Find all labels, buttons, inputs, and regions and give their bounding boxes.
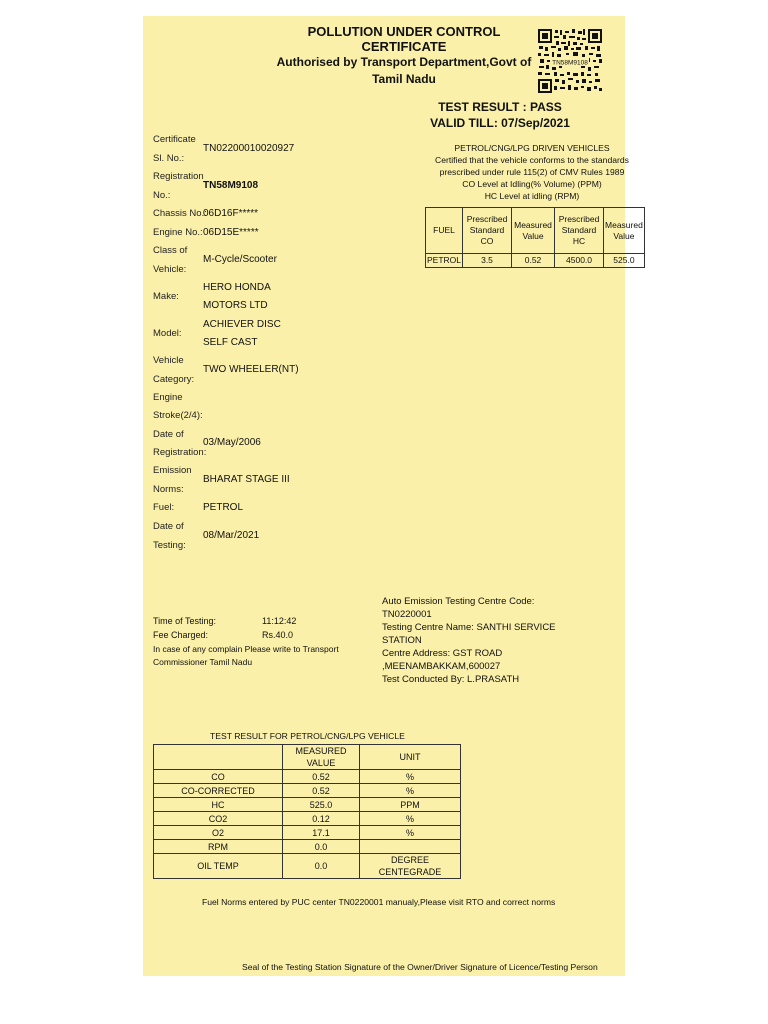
valid-till: VALID TILL: 07/Sep/2021 <box>430 116 570 130</box>
stroke-label-2: Stroke(2/4): <box>153 410 203 421</box>
certificate-title: POLLUTION UNDER CONTROL CERTIFICATE <box>307 24 501 54</box>
testing-date: 08/Mar/2021 <box>203 530 260 541</box>
fuel-header: FUEL <box>426 208 463 254</box>
table-row <box>154 798 461 812</box>
parameter-name: CO-CORRECTED <box>154 784 283 798</box>
parameter-value: 0.0 <box>283 840 360 854</box>
fuel-label: Fuel: <box>153 502 175 513</box>
time-value: 11:12:42 <box>262 616 297 626</box>
table-row <box>154 770 461 784</box>
chassis-label: Chassis No.: <box>153 208 207 219</box>
prescribed-hc-header-line-1: Prescribed <box>558 214 600 224</box>
certificate-label-1: Certificate <box>153 134 196 145</box>
prescribed-hc-cell: 4500.0 <box>555 254 604 268</box>
vehicle-class: M-Cycle/Scooter <box>203 254 277 265</box>
standards-note <box>420 142 644 202</box>
registration-label-1: Registration <box>153 171 204 182</box>
registration-date: 03/May/2006 <box>203 437 261 448</box>
measured-co-header-line-2: Value <box>522 230 544 241</box>
parameter-value: 0.0 <box>283 854 360 879</box>
parameter-unit: % <box>360 826 461 840</box>
parameter-name: CO2 <box>154 812 283 826</box>
regdate-label-1: Date of <box>153 429 184 440</box>
standards-note-line-5: HC Level at idling (RPM) <box>484 191 580 201</box>
fuel-norms-note: Fuel Norms entered by PUC center TN0220001 manualy,Please visit RTO and correct norms <box>202 897 556 907</box>
measured-co-header <box>512 208 555 254</box>
test-result-block <box>400 99 600 131</box>
standards-table-row <box>426 254 645 268</box>
parameter-name: CO <box>154 770 283 784</box>
registration-label-2: No.: <box>153 190 171 201</box>
parameter-value: 0.52 <box>283 770 360 784</box>
centre-line-5: Centre Address: GST ROAD <box>382 648 503 659</box>
centre-line-1: Auto Emission Testing Centre Code: <box>382 596 535 607</box>
emission-label-2: Norms: <box>153 484 184 495</box>
parameter-unit <box>360 840 461 854</box>
prescribed-co-cell: 3.5 <box>463 254 512 268</box>
model-value-1: ACHIEVER DISC <box>203 319 281 330</box>
centre-line-2: TN0220001 <box>382 609 432 620</box>
class-label-2: Vehicle: <box>153 264 187 275</box>
engine-number: 06D15E***** <box>203 227 259 238</box>
class-label-1: Class of <box>153 245 188 256</box>
complaint-line-2: Commissioner Tamil Nadu <box>153 657 253 667</box>
model-value-2: SELF CAST <box>203 337 258 348</box>
category-label-2: Category: <box>153 374 195 385</box>
certificate-label-2: Sl. No.: <box>153 153 185 164</box>
testdate-label-1: Date of <box>153 521 184 532</box>
engine-label: Engine No.: <box>153 227 203 238</box>
make-value-1: HERO HONDA <box>203 282 271 293</box>
make-label: Make: <box>153 291 179 302</box>
centre-line-4: STATION <box>382 635 422 646</box>
regdate-label-2: Registration: <box>153 447 207 458</box>
testing-centre-info <box>382 595 622 686</box>
parameter-unit: % <box>360 812 461 826</box>
prescribed-co-header-line-2: Standard <box>469 225 505 235</box>
centre-line-3: Testing Centre Name: SANTHI SERVICE <box>382 622 556 633</box>
parameter-name: O2 <box>154 826 283 840</box>
vehicle-category: TWO WHEELER(NT) <box>203 364 299 375</box>
complaint-note <box>153 643 373 669</box>
table-row <box>154 840 461 854</box>
measured-hc-cell: 525.0 <box>604 254 645 268</box>
standards-note-line-3: prescribed under rule 115(2) of CMV Rules 1989 <box>439 167 625 177</box>
measured-co-cell: 0.52 <box>512 254 555 268</box>
measured-hc-header <box>604 208 645 254</box>
stroke-label-1: Engine <box>153 392 183 403</box>
standards-note-line-1: PETROL/CNG/LPG DRIVEN VEHICLES <box>454 143 610 153</box>
signature-line: Seal of the Testing Station Signature of the Owner/Driver Signature of Licence/Testing Person <box>242 962 598 972</box>
authority-line-2: Tamil Nadu <box>372 72 436 86</box>
prescribed-hc-header-line-2: Standard <box>561 225 597 235</box>
parameter-name: OIL TEMP <box>154 854 283 879</box>
emission-norms: BHARAT STAGE III <box>203 474 290 485</box>
prescribed-co-header-line-3: CO <box>480 236 494 246</box>
table-row <box>154 826 461 840</box>
measured-hc-header-line-1: Measured <box>605 219 643 230</box>
standards-table-header <box>426 208 645 254</box>
emission-label-1: Emission <box>153 465 192 476</box>
prescribed-co-header-line-1: Prescribed <box>466 214 508 224</box>
standards-note-line-2: Certified that the vehicle conforms to the standards <box>435 155 629 165</box>
parameter-value: 0.52 <box>283 784 360 798</box>
chassis-number: 06D16F***** <box>203 208 259 219</box>
measured-co-header-line-1: Measured <box>514 219 552 230</box>
parameter-value: 0.12 <box>283 812 360 826</box>
complaint-line-1: In case of any complain Please write to Transport <box>153 644 339 654</box>
table-row <box>154 854 461 879</box>
parameter-unit: % <box>360 770 461 784</box>
measured-value-header: MEASURED VALUE <box>283 745 360 770</box>
category-label-1: Vehicle <box>153 355 184 366</box>
results-table-title: TEST RESULT FOR PETROL/CNG/LPG VEHICLE <box>210 731 405 741</box>
parameter-unit: % <box>360 784 461 798</box>
prescribed-co-header <box>463 208 512 254</box>
qr-label: TN58M9108 <box>552 59 588 67</box>
model-label: Model: <box>153 328 182 339</box>
certificate-number: TN02200010020927 <box>203 143 295 154</box>
results-table <box>153 744 461 879</box>
testdate-label-2: Testing: <box>153 540 186 551</box>
results-name-header <box>154 745 283 770</box>
time-label: Time of Testing: <box>153 616 217 626</box>
table-row <box>154 784 461 798</box>
certificate-header <box>275 24 533 88</box>
parameter-unit: PPM <box>360 798 461 812</box>
parameter-name: HC <box>154 798 283 812</box>
table-row <box>154 812 461 826</box>
parameter-value: 525.0 <box>283 798 360 812</box>
parameter-name: RPM <box>154 840 283 854</box>
results-table-header <box>154 745 461 770</box>
qr-code-icon <box>537 28 603 94</box>
prescribed-hc-header-line-3: HC <box>572 236 586 246</box>
centre-line-7: Test Conducted By: L.PRASATH <box>382 674 520 685</box>
prescribed-hc-header <box>555 208 604 254</box>
fee-value: Rs.40.0 <box>262 630 294 640</box>
parameter-value: 17.1 <box>283 826 360 840</box>
test-result: TEST RESULT : PASS <box>438 100 562 114</box>
authority-line-1: Authorised by Transport Department,Govt of <box>276 55 532 69</box>
centre-line-6: ,MEENAMBAKKAM,600027 <box>382 661 501 672</box>
fee-label: Fee Charged: <box>153 630 209 640</box>
measured-hc-header-line-2: Value <box>613 230 635 241</box>
fuel-value: PETROL <box>203 502 244 513</box>
make-value-2: MOTORS LTD <box>203 300 268 311</box>
unit-header: UNIT <box>360 745 461 770</box>
registration-number: TN58M9108 <box>203 180 259 191</box>
standards-table <box>425 207 645 268</box>
fuel-cell: PETROL <box>426 254 463 268</box>
standards-note-line-4: CO Level at Idling(% Volume) (PPM) <box>462 179 602 189</box>
parameter-unit: DEGREE CENTEGRADE <box>360 854 461 879</box>
